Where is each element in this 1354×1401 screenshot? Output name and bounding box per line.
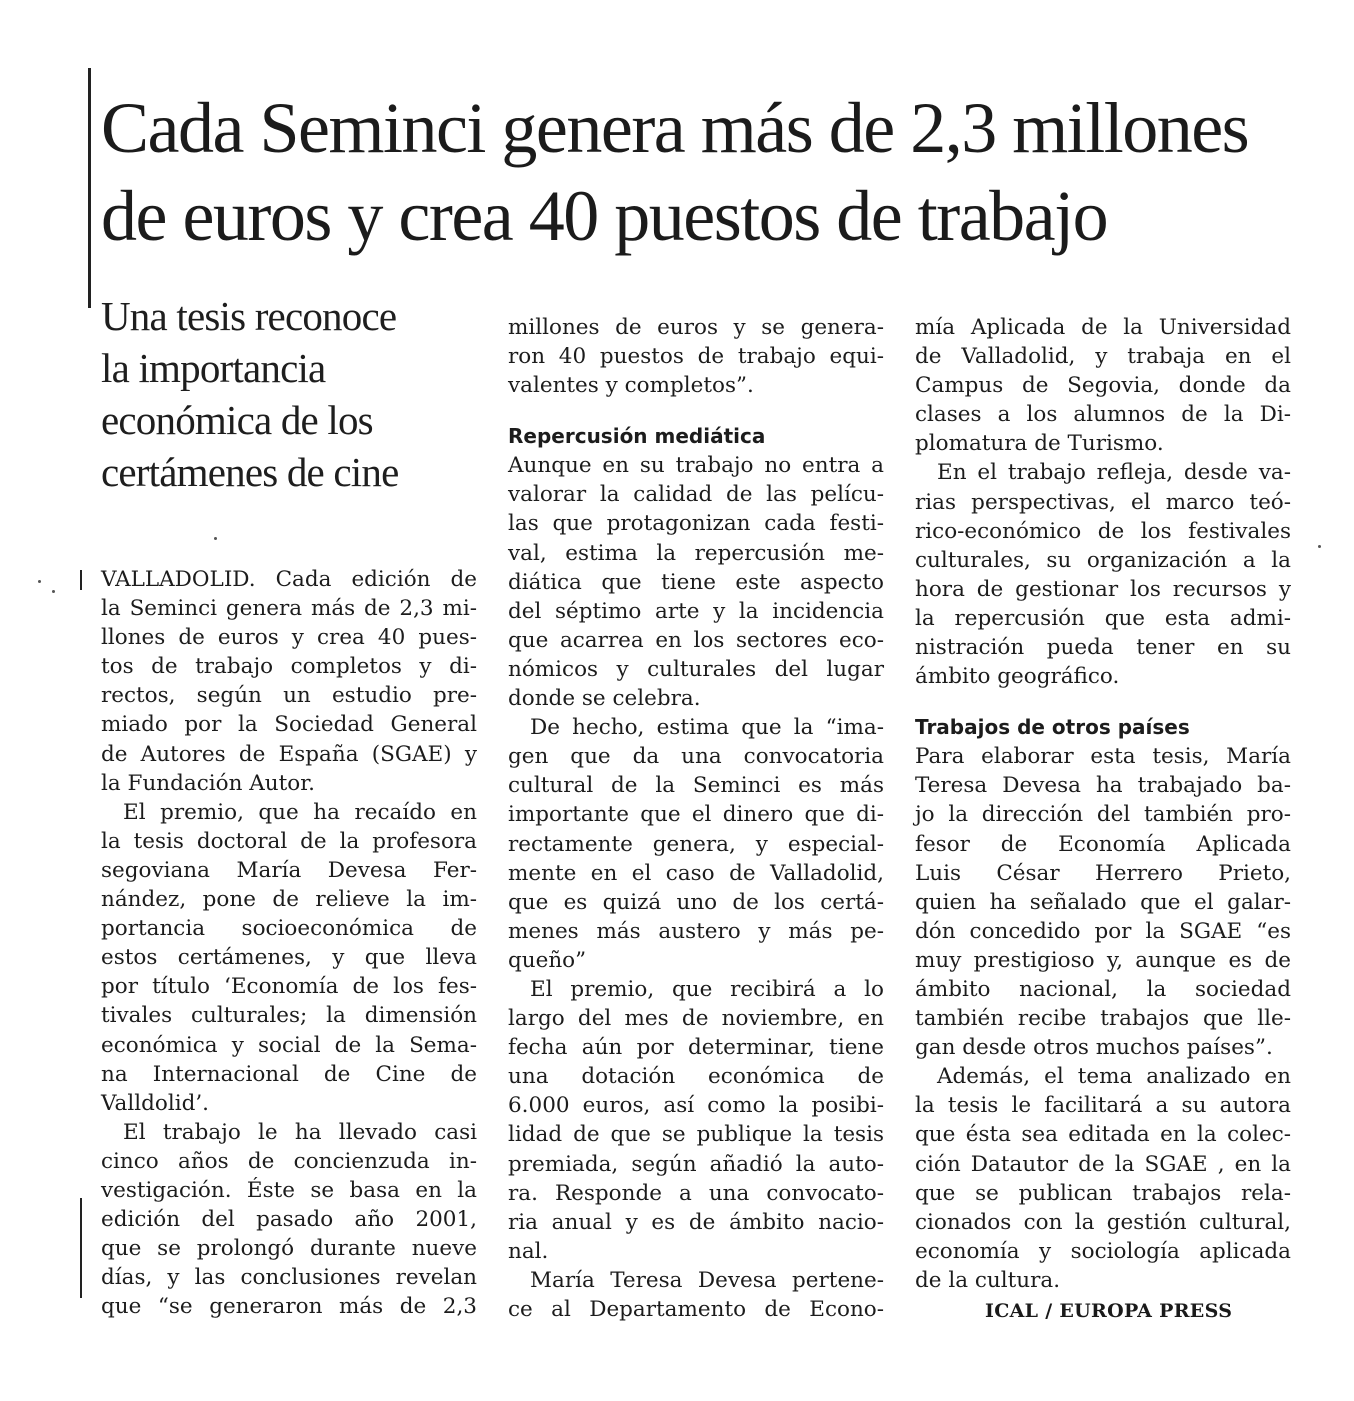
- text-line: que acarrea en los sectores eco-: [508, 627, 884, 653]
- subheadline-line: económica de los: [101, 397, 373, 443]
- text-line: valentes y completos”.: [508, 373, 754, 399]
- text-line: por título ‘Economía de los fes-: [101, 974, 477, 1000]
- article-column-3: [915, 313, 1291, 1295]
- text-line: nómicos y culturales del lugar: [508, 656, 884, 682]
- scan-speck: [52, 590, 55, 593]
- text-line: que “se generaron más de 2,3: [101, 1294, 477, 1320]
- text-line: ron 40 puestos de trabajo equi-: [508, 344, 884, 370]
- byline-credit: ICAL / EUROPA PRESS: [985, 1300, 1233, 1322]
- text-line: VALLADOLID. Cada edición de: [101, 567, 477, 592]
- text-line: quien ha señalado que el galar-: [915, 889, 1291, 915]
- text-line: ción Datautor de la SGAE , en la: [915, 1151, 1291, 1177]
- text-line: clases a los alumnos de la Di-: [915, 402, 1291, 428]
- text-line: Luis César Herrero Prieto,: [915, 860, 1291, 886]
- text-line: ámbito nacional, la sociedad: [915, 976, 1291, 1002]
- text-line: miado por la Sociedad General: [101, 712, 477, 738]
- text-line: de Autores de España (SGAE) y: [101, 741, 477, 767]
- text-line: de la cultura.: [915, 1267, 1061, 1293]
- text-line: valorar la calidad de las pelícu-: [508, 482, 884, 508]
- text-line: las que protagonizan cada festi-: [508, 511, 884, 537]
- text-line: gen que da una convocatoria: [508, 744, 884, 770]
- column-rule: [80, 570, 82, 590]
- text-line: del séptimo arte y la incidencia: [508, 598, 884, 624]
- text-line: que ésta sea editada en la colec-: [915, 1122, 1291, 1148]
- text-line: mente en el caso de Valladolid,: [508, 860, 884, 886]
- text-line: que se prolongó durante nueve: [101, 1236, 477, 1262]
- text-line: El trabajo le ha llevado casi: [123, 1119, 477, 1145]
- text-line: economía y sociología aplicada: [915, 1238, 1291, 1264]
- text-line: también recibe trabajos que lle-: [915, 1006, 1291, 1032]
- section-heading: Repercusión mediática: [508, 424, 766, 449]
- article-column-1: [101, 565, 477, 1321]
- scan-speck: [214, 537, 217, 540]
- subheadline-line: la importancia: [101, 345, 326, 391]
- text-line: tivales culturales; la dimensión: [101, 1003, 477, 1029]
- text-line: tos de trabajo completos y di-: [101, 654, 477, 680]
- text-line: diática que tiene este aspecto: [508, 569, 884, 595]
- text-line: fesor de Economía Aplicada: [915, 831, 1291, 857]
- column-rule: [88, 68, 91, 308]
- text-line: ámbito geográfico.: [915, 664, 1120, 690]
- text-line: Teresa Devesa ha trabajado ba-: [915, 773, 1291, 799]
- subheadline: [101, 290, 491, 498]
- text-line: cionados con la gestión cultural,: [915, 1209, 1291, 1235]
- text-line: la Fundación Autor.: [101, 770, 315, 796]
- article-column-2: [508, 313, 884, 1324]
- text-line: Valldolid’.: [101, 1090, 210, 1116]
- text-line: ce al Departamento de Econo-: [508, 1297, 884, 1322]
- text-line: plomatura de Turismo.: [915, 431, 1164, 457]
- text-line: jo la dirección del también pro-: [915, 802, 1291, 828]
- text-line: que es quizá uno de los certá-: [508, 889, 884, 915]
- text-line: que se publican trabajos rela-: [915, 1180, 1291, 1206]
- text-line: rectos, según un estudio pre-: [101, 683, 477, 709]
- text-line: El premio, que recibirá a lo: [530, 976, 884, 1002]
- text-line: val, estima la repercusión me-: [508, 540, 884, 566]
- subheadline-line: Una tesis reconoce: [101, 293, 397, 339]
- text-line: la Seminci genera más de 2,3 mi-: [101, 596, 477, 622]
- text-line: la repercusión que esta admi-: [915, 605, 1291, 631]
- text-line: lidad de que se publique la tesis: [508, 1122, 884, 1148]
- text-line: días, y las conclusiones revelan: [101, 1265, 477, 1291]
- text-line: fecha aún por determinar, tiene: [508, 1035, 884, 1061]
- subheadline-line: certámenes de cine: [101, 449, 399, 495]
- scan-speck: [38, 580, 41, 583]
- headline: [101, 84, 1331, 260]
- text-line: Además, el tema analizado en: [937, 1064, 1291, 1090]
- text-line: culturales, su organización a la: [915, 547, 1291, 573]
- text-line: rectamente genera, y especial-: [508, 831, 884, 857]
- text-line: nistración pueda tener en su: [915, 635, 1291, 661]
- headline-line: de euros y crea 40 puestos de trabajo: [101, 176, 1108, 256]
- text-line: Campus de Segovia, donde da: [915, 373, 1291, 399]
- text-line: vestigación. Éste se basa en la: [101, 1177, 477, 1203]
- text-line: na Internacional de Cine de: [101, 1061, 477, 1087]
- text-line: menes más austero y más pe-: [508, 918, 884, 944]
- text-line: la tesis doctoral de la profesora: [101, 828, 477, 854]
- text-line: millones de euros y se genera-: [508, 315, 884, 340]
- text-line: cultural de la Seminci es más: [508, 773, 884, 799]
- text-line: llones de euros y crea 40 pues-: [101, 625, 477, 651]
- text-line: dón concedido por la SGAE “es: [915, 918, 1291, 944]
- text-line: largo del mes de noviembre, en: [508, 1006, 884, 1032]
- text-line: donde se celebra.: [508, 686, 701, 712]
- text-line: El premio, que ha recaído en: [123, 799, 477, 825]
- column-rule: [80, 1198, 82, 1298]
- text-line: De hecho, estima que la “ima-: [530, 715, 884, 741]
- text-line: gan desde otros muchos países”.: [915, 1035, 1273, 1061]
- text-line: ria anual y es de ámbito nacio-: [508, 1209, 884, 1235]
- text-line: económica y social de la Sema-: [101, 1032, 477, 1058]
- scan-speck: [1318, 545, 1321, 548]
- text-line: hora de gestionar los recursos y: [915, 576, 1291, 602]
- text-line: nal.: [508, 1238, 549, 1264]
- text-line: edición del pasado año 2001,: [101, 1207, 477, 1233]
- text-line: Aunque en su trabajo no entra a: [508, 453, 884, 479]
- text-line: de Valladolid, y trabaja en el: [915, 344, 1291, 370]
- text-line: segoviana María Devesa Fer-: [101, 857, 477, 883]
- text-line: rico-económico de los festivales: [915, 518, 1291, 544]
- text-line: ra. Responde a una convocato-: [508, 1180, 884, 1206]
- text-line: la tesis le facilitará a su autora: [915, 1093, 1291, 1119]
- text-line: mía Aplicada de la Universidad: [915, 315, 1291, 340]
- text-line: María Teresa Devesa pertene-: [530, 1267, 884, 1293]
- text-line: muy prestigioso y, aunque es de: [915, 947, 1291, 973]
- text-line: queño”: [508, 947, 587, 973]
- text-line: cinco años de concienzuda in-: [101, 1148, 477, 1174]
- text-line: nández, pone de relieve la im-: [101, 887, 477, 913]
- text-line: estos certámenes, y que lleva: [101, 945, 477, 971]
- text-line: rias perspectivas, el marco teó-: [915, 489, 1291, 515]
- text-line: premiada, según añadió la auto-: [508, 1151, 884, 1177]
- text-line: una dotación económica de: [508, 1064, 884, 1090]
- text-line: 6.000 euros, así como la posibi-: [508, 1093, 884, 1119]
- text-line: portancia socioeconómica de: [101, 916, 477, 942]
- headline-line: Cada Seminci genera más de 2,3 millones: [101, 88, 1249, 168]
- text-line: Para elaborar esta tesis, María: [915, 744, 1291, 770]
- text-line: importante que el dinero que di-: [508, 802, 884, 828]
- text-line: En el trabajo refleja, desde va-: [937, 460, 1291, 486]
- section-heading: Trabajos de otros países: [915, 715, 1190, 740]
